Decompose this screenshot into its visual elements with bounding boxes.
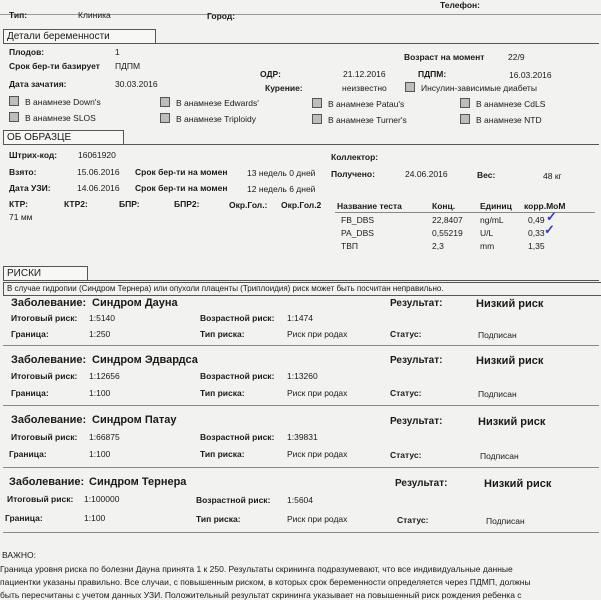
ktr2-label: КТР2:: [64, 199, 88, 209]
status-value: Подписан: [478, 389, 517, 399]
conception-label: Дата зачатия:: [9, 79, 67, 89]
risk-type-label: Тип риска:: [200, 388, 245, 398]
hist-triploidy-label: В анамнезе Triploidy: [176, 114, 256, 124]
status-value: Подписан: [478, 330, 517, 340]
divider: [3, 43, 599, 44]
conc-header: Конц.: [432, 201, 456, 211]
risk-type-value: Риск при родах: [287, 329, 348, 339]
final-risk-value: 1:100000: [84, 494, 120, 504]
result-label: Результат:: [390, 298, 443, 309]
ktr-label: КТР:: [9, 199, 28, 209]
divider: [3, 345, 599, 346]
bpr-label: БПР:: [119, 199, 140, 209]
final-risk-value: 1:66875: [89, 432, 120, 442]
result-label: Результат:: [395, 478, 448, 489]
collector-label: Коллектор:: [331, 152, 379, 162]
head-circ-label: Окр.Гол.:: [229, 200, 268, 210]
gest-basis-value: ПДПМ: [115, 61, 141, 71]
age-risk-label: Возрастной риск:: [200, 432, 275, 442]
status-label: Статус:: [390, 450, 422, 460]
gest-basis-label: Срок бер-ти базирует: [9, 61, 100, 71]
phone-label: Телефон:: [440, 0, 480, 10]
age-risk-label: Возрастной риск:: [200, 313, 275, 323]
disease-name: Синдром Эдвардса: [92, 354, 198, 366]
divider: [3, 532, 599, 533]
term-at-sample-label: Срок бер-ти на момен: [135, 167, 228, 177]
final-risk-label: Итоговый риск:: [11, 313, 78, 323]
result-value: Низкий риск: [484, 478, 552, 490]
status-label: Статус:: [390, 329, 422, 339]
hist-patau[interactable]: [312, 98, 404, 109]
table-cell: U/L: [480, 228, 494, 238]
checkmark-icon: ✓: [544, 222, 555, 237]
term-at-us-label: Срок бер-ти на момен: [135, 183, 228, 193]
table-cell: ng/mL: [480, 215, 504, 225]
age-value: 22/9: [508, 52, 525, 62]
received-label: Получено:: [331, 169, 375, 179]
risks-section-title: РИСКИ: [3, 266, 88, 281]
border-label: Граница:: [9, 449, 47, 459]
disease-name: Синдром Дауна: [92, 297, 178, 309]
final-risk-label: Итоговый риск:: [11, 371, 78, 381]
risk-type-value: Риск при родах: [287, 449, 348, 459]
table-cell: 0,33: [528, 228, 545, 238]
disease-name: Синдром Патау: [92, 414, 177, 426]
ktr-value: 71 мм: [9, 212, 33, 222]
hist-down-label: В анамнезе Down's: [25, 97, 101, 107]
bpr2-label: БПР2:: [174, 199, 200, 209]
hist-down[interactable]: [9, 96, 101, 107]
age-risk-label: Возрастной риск:: [196, 495, 271, 505]
taken-value: 15.06.2016: [77, 167, 120, 177]
hist-turner[interactable]: [312, 114, 407, 125]
smoking-value: неизвестно: [342, 83, 387, 93]
final-risk-label: Итоговый риск:: [7, 494, 74, 504]
result-value: Низкий риск: [478, 416, 546, 428]
border-value: 1:100: [89, 449, 111, 459]
barcode-value: 16061920: [78, 150, 116, 160]
disease-label: Заболевание:: [11, 414, 87, 426]
table-cell: 2,3: [432, 241, 444, 251]
disease-label: Заболевание:: [9, 476, 85, 488]
disease-label: Заболевание:: [11, 354, 87, 366]
hist-edwards-label: В анамнезе Edwards': [176, 98, 259, 108]
sample-section-title: ОБ ОБРАЗЦЕ: [3, 130, 124, 145]
status-value: Подписан: [480, 451, 519, 461]
risk-type-label: Тип риска:: [200, 449, 245, 459]
smoking-label: Курение:: [265, 83, 303, 93]
pdpm-label: ПДПМ:: [418, 69, 447, 79]
hist-patau-label: В анамнезе Patau's: [328, 99, 405, 109]
table-cell: FB_DBS: [341, 215, 375, 225]
divider: [3, 144, 599, 145]
table-cell: PA_DBS: [341, 228, 374, 238]
result-value: Низкий риск: [476, 355, 544, 367]
fetuses-label: Плодов:: [9, 47, 45, 57]
important-text: быть пересчитаны с учетом данных УЗИ. Положительный результат скрининга указывает на повышенный риск рождения ребенка с: [0, 590, 522, 600]
table-cell: ТВП: [341, 241, 358, 251]
hist-slos-label: В анамнезе SLOS: [25, 113, 96, 123]
unit-header: Единиц: [480, 201, 512, 211]
result-value: Низкий риск: [476, 298, 544, 310]
status-label: Статус:: [390, 388, 422, 398]
hist-cdls-label: В анамнезе CdLS: [476, 99, 546, 109]
term-at-us-value: 12 недель 6 дней: [247, 184, 316, 194]
odr-value: 21.12.2016: [343, 69, 386, 79]
hist-edwards[interactable]: [160, 97, 259, 108]
head-circ2-label: Окр.Гол.2: [281, 200, 322, 210]
result-label: Результат:: [390, 416, 443, 427]
checkbox-icon: [9, 112, 19, 122]
barcode-label: Штрих-код:: [9, 150, 58, 160]
diabetes-label: Инсулин-зависимые диабеты: [421, 83, 537, 93]
border-label: Граница:: [11, 388, 49, 398]
hist-triploidy[interactable]: [160, 113, 256, 124]
weight-label: Вес:: [477, 170, 496, 180]
important-title: ВАЖНО:: [2, 550, 37, 560]
table-cell: 0,55219: [432, 228, 463, 238]
age-risk-value: 1:39831: [287, 432, 318, 442]
checkbox-icon: [160, 97, 170, 107]
checkbox-icon: [312, 114, 322, 124]
hist-ntd-label: В анамнезе NTD: [476, 115, 542, 125]
checkmark-icon: ✓: [546, 209, 557, 224]
divider: [3, 467, 599, 468]
term-at-sample-value: 13 недель 0 дней: [247, 168, 316, 178]
border-value: 1:100: [84, 513, 106, 523]
table-cell: mm: [480, 241, 495, 251]
odr-label: ОДР:: [260, 69, 281, 79]
risk-type-label: Тип риска:: [200, 329, 245, 339]
checkbox-icon: [460, 98, 470, 108]
result-label: Результат:: [390, 355, 443, 366]
risk-type-value: Риск при родах: [287, 514, 348, 524]
checkbox-icon: [312, 98, 322, 108]
border-value: 1:250: [89, 329, 111, 339]
table-cell: 1,35: [528, 241, 545, 251]
type-value: Клиника: [78, 10, 111, 20]
conception-value: 30.03.2016: [115, 79, 158, 89]
age-risk-label: Возрастной риск:: [200, 371, 275, 381]
age-risk-value: 1:13260: [287, 371, 318, 381]
test-name-header: Название теста: [337, 201, 402, 211]
received-value: 24.06.2016: [405, 169, 448, 179]
risk-type-label: Тип риска:: [196, 514, 241, 524]
final-risk-value: 1:12656: [89, 371, 120, 381]
disease-name: Синдром Тернера: [89, 476, 187, 488]
hist-slos[interactable]: [9, 112, 96, 123]
diabetes-item[interactable]: [405, 82, 537, 93]
fetuses-value: 1: [115, 47, 120, 57]
final-risk-value: 1:5140: [89, 313, 115, 323]
pregnancy-section-title: Детали беременности: [3, 29, 156, 44]
hist-cdls[interactable]: [460, 98, 545, 109]
age-risk-value: 1:1474: [287, 313, 313, 323]
divider: [3, 280, 599, 281]
divider: [3, 405, 599, 406]
checkbox-icon: [405, 82, 415, 92]
city-label: Город:: [207, 11, 236, 21]
status-label: Статус:: [397, 515, 429, 525]
ultrasound-date-label: Дата УЗИ:: [9, 183, 51, 193]
hist-ntd[interactable]: [460, 114, 542, 125]
risk-type-value: Риск при родах: [287, 388, 348, 398]
status-value: Подписан: [486, 516, 525, 526]
hist-turner-label: В анамнезе Turner's: [328, 115, 407, 125]
disease-label: Заболевание:: [11, 297, 87, 309]
checkbox-icon: [160, 113, 170, 123]
border-label: Граница:: [11, 329, 49, 339]
pdpm-value: 16.03.2016: [509, 70, 552, 80]
checkbox-icon: [9, 96, 19, 106]
ultrasound-date-value: 14.06.2016: [77, 183, 120, 193]
checkbox-icon: [460, 114, 470, 124]
weight-value: 48 кг: [543, 171, 562, 181]
risks-note: В случае гидропии (Синдром Тернера) или опухоли плаценты (Триплоидия) риск может быть посчитан неправильно.: [3, 282, 601, 296]
age-label: Возраст на момент: [404, 52, 485, 62]
border-value: 1:100: [89, 388, 111, 398]
important-text: Граница уровня риска по болезни Дауна принята 1 к 250. Результаты скрининга подразумевают, что все индивидуальные данные: [0, 564, 513, 574]
taken-label: Взято:: [9, 167, 37, 177]
table-cell: 0,49: [528, 215, 545, 225]
final-risk-label: Итоговый риск:: [11, 432, 78, 442]
age-risk-value: 1:5604: [287, 495, 313, 505]
mom-header: корр.МоМ: [524, 201, 566, 211]
table-cell: 22,8407: [432, 215, 463, 225]
important-text: пациентки указаны правильно. Все случаи, с повышенным риском, в которых срок беременности определяется через ПДМП, должны: [0, 577, 531, 587]
type-label: Тип:: [9, 10, 28, 20]
border-label: Граница:: [5, 513, 43, 523]
